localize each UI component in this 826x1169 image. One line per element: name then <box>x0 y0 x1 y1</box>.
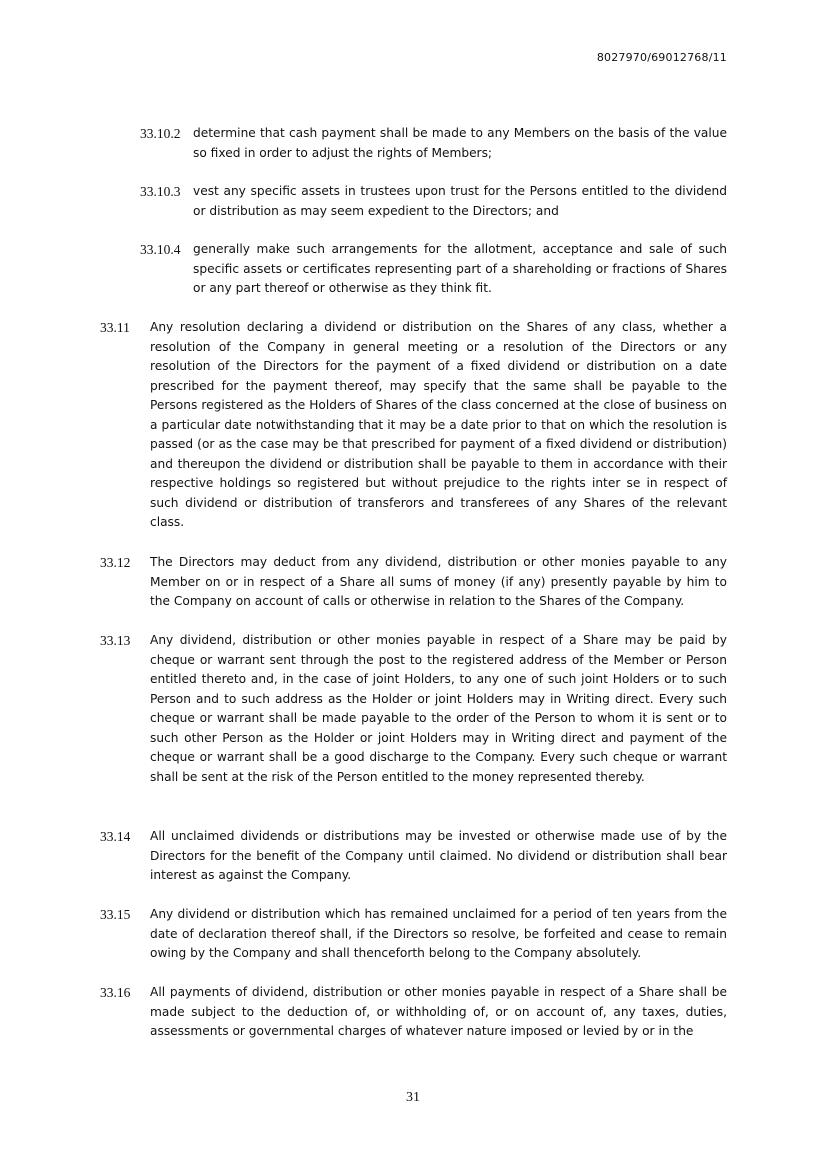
clause-number: 33.11 <box>100 320 130 335</box>
clause-number: 33.15 <box>100 907 131 922</box>
clause-text: generally make such arrangements for the allotment, acceptance and sale of such specific assets or certificates representing part of a shareholding or fractions of Shares or any part thereof or otherwise as they think fit. <box>193 242 727 295</box>
clause-text: All unclaimed dividends or distributions may be invested or otherwise made use of by the Directors for the benefit of the Company until claimed. No dividend or distribution shall bear interest as against the Company. <box>150 829 727 882</box>
clause-text: The Directors may deduct from any dividend, distribution or other monies payable to any Member on or in respect of a Share all sums of money (if any) presently payable by him to the Company on account of calls or otherwise in relation to the Shares of the Company. <box>150 555 727 608</box>
clause-number: 33.12 <box>100 555 131 570</box>
clause-text: Any resolution declaring a dividend or distribution on the Shares of any class, whether a resolution of the Company in general meeting or a resolution of the Directors or any resolution of the Directors for the payment of a fixed dividend or distribution on a date prescribed for the payment thereof, may specify that the same shall be payable to the Persons registered as the Holders of Shares of the class concerned at the close of business on a particular date notwithstanding that it may be a date prior to that on which the resolution is passed (or as the case may be that prescribed for payment of a fixed dividend or distribution) and thereupon the dividend or distribution shall be payable to them in accordance with their respective holdings so registered but without prejudice to the rights inter se in respect of such dividend or distribution of transferors and transferees of any Shares of the relevant class. <box>150 320 727 529</box>
clause-number: 33.10.4 <box>140 242 181 257</box>
clause-text: Any dividend or distribution which has remained unclaimed for a period of ten years from the date of declaration thereof shall, if the Directors so resolve, be forfeited and cease to remain owing by the Company and shall thenceforth belong to the Company absolutely. <box>150 907 727 960</box>
clause-number: 33.13 <box>100 633 131 648</box>
clause-number: 33.14 <box>100 829 131 844</box>
clause-text: All payments of dividend, distribution or other monies payable in respect of a Share shall be made subject to the deduction of, or withholding of, or on account of, any taxes, duties, assessments or governmental charges of whatever nature imposed or levied by or in the <box>150 985 727 1038</box>
clause-number: 33.16 <box>100 985 131 1000</box>
clause-text: vest any specific assets in trustees upon trust for the Persons entitled to the dividend or distribution as may seem expedient to the Directors; and <box>193 184 727 218</box>
clause-number: 33.10.3 <box>140 184 181 199</box>
document-reference: 8027970/69012768/11 <box>596 51 727 64</box>
page-number: 31 <box>406 1090 420 1105</box>
clause-text: determine that cash payment shall be made to any Members on the basis of the value so fixed in order to adjust the rights of Members; <box>193 126 727 160</box>
clause-text: Any dividend, distribution or other monies payable in respect of a Share may be paid by cheque or warrant sent through the post to the registered address of the Member or Person entitled thereto and, in the case of joint Holders, to any one of such joint Holders or to such Person and to such address as the Holder or joint Holders may in Writing direct. Every such cheque or warrant shall be made payable to the order of the Person to whom it is sent or to such other Person as the Holder or joint Holders may in Writing direct and payment of the cheque or warrant shall be a good discharge to the Company. Every such cheque or warrant shall be sent at the risk of the Person entitled to the money represented thereby. <box>150 633 727 784</box>
clause-number: 33.10.2 <box>140 126 181 141</box>
